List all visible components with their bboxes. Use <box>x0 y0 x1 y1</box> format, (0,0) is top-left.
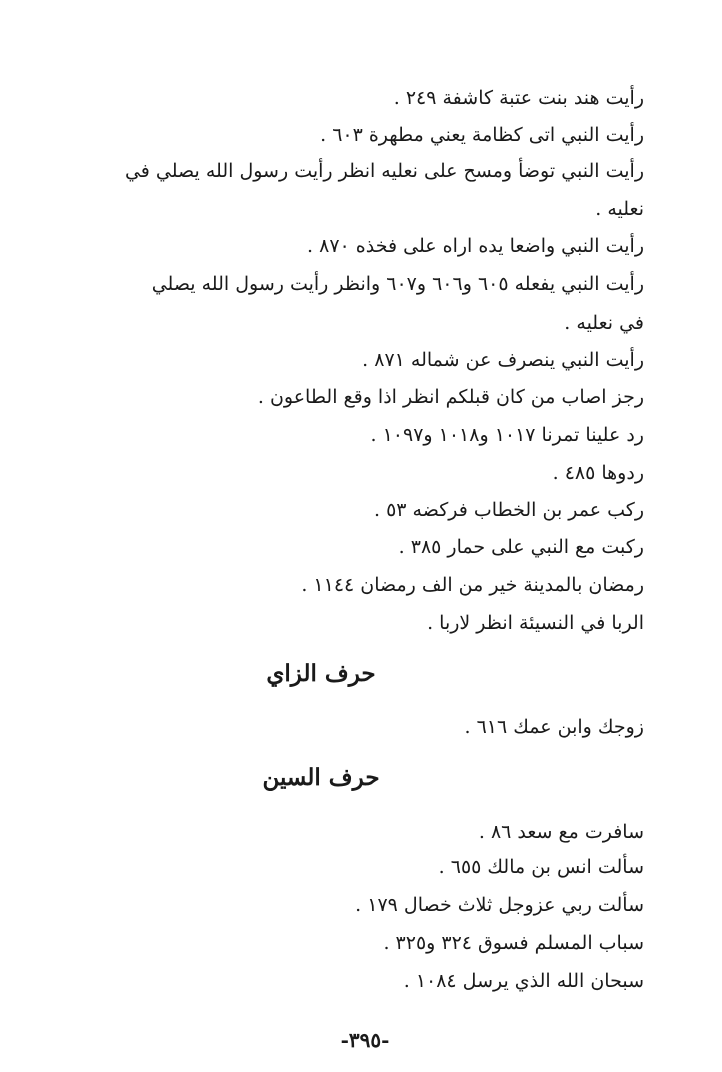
index-entry: سافرت مع سعد ٨٦ . <box>478 821 644 843</box>
index-entry: رد علينا تمرنا ١٠١٧ و١٠١٨ و١٠٩٧ . <box>370 424 644 446</box>
section-heading-zay: حرف الزاي <box>266 660 376 687</box>
index-entry: رأيت النبي يفعله ٦٠٥ و٦٠٦ و٦٠٧ وانظر رأيت رسول الله يصلي <box>151 273 644 295</box>
index-entry: رمضان بالمدينة خير من الف رمضان ١١٤٤ . <box>301 574 644 596</box>
index-entry: رأيت هند بنت عتبة كاشفة ٢٤٩ . <box>393 87 644 109</box>
index-entry-continuation: نعليه . <box>595 198 644 220</box>
index-entry: رأيت النبي اتى كظامة يعني مطهرة ٦٠٣ . <box>320 124 644 146</box>
index-entry: رأيت النبي واضعا يده اراه على فخذه ٨٧٠ . <box>307 235 644 257</box>
index-entry: سألت انس بن مالك ٦٥٥ . <box>438 856 644 878</box>
index-entry: رجز اصاب من كان قبلكم انظر اذا وقع الطاعون . <box>257 386 644 408</box>
index-entry: زوجك وابن عمك ٦١٦ . <box>464 716 644 738</box>
index-entry-continuation: في نعليه . <box>564 312 644 334</box>
section-heading-sin: حرف السين <box>262 764 380 791</box>
page-number: -٣٩٥- <box>340 1028 390 1052</box>
index-entry: سبحان الله الذي يرسل ١٠٨٤ . <box>403 970 644 992</box>
index-entry: سباب المسلم فسوق ٣٢٤ و٣٢٥ . <box>383 932 644 954</box>
index-entry: سألت ربي عزوجل ثلاث خصال ١٧٩ . <box>355 894 644 916</box>
index-entry: رأيت النبي ينصرف عن شماله ٨٧١ . <box>362 349 644 371</box>
index-entry: ركبت مع النبي على حمار ٣٨٥ . <box>398 536 644 558</box>
index-entry: رأيت النبي توضأ ومسح على نعليه انظر رأيت رسول الله يصلي في <box>124 160 644 182</box>
index-entry: الربا في النسيئة انظر لاربا . <box>427 612 644 634</box>
index-entry: ردوها ٤٨٥ . <box>552 462 644 484</box>
index-entry: ركب عمر بن الخطاب فركضه ٥٣ . <box>373 499 644 521</box>
